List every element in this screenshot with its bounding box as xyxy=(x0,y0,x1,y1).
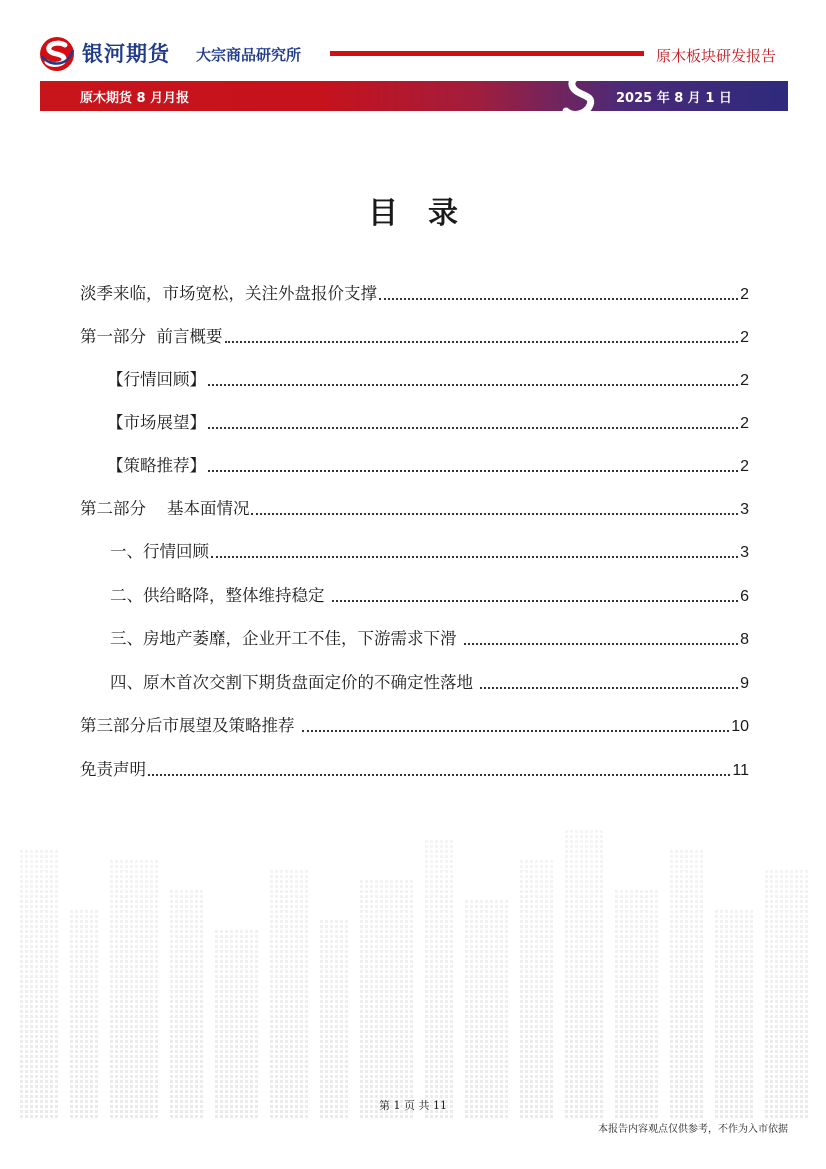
toc-leader-dots xyxy=(302,729,729,732)
toc-entry[interactable] xyxy=(107,452,749,482)
toc-entry-page: 2 xyxy=(740,372,749,389)
report-type: 原木板块研发报告 xyxy=(656,47,777,65)
toc-entry-page: 10 xyxy=(731,718,749,735)
toc-leader-dots xyxy=(379,297,738,300)
toc-entry[interactable] xyxy=(110,625,749,655)
toc-entry-label: 第二部分 基本面情况 xyxy=(80,499,250,518)
toc-leader-dots xyxy=(225,340,739,343)
toc-entry-label: 免责声明 xyxy=(80,760,146,779)
toc-entry-label: 淡季来临，市场宽松，关注外盘报价支撑 xyxy=(80,284,377,303)
city-skyline-watermark xyxy=(0,820,826,1120)
toc-entry-label: 【策略推荐】 xyxy=(107,456,206,475)
toc-entry[interactable] xyxy=(80,323,749,353)
toc-entry-page: 11 xyxy=(732,762,749,779)
toc-entry-label: 【行情回顾】 xyxy=(107,370,206,389)
toc-entry[interactable] xyxy=(80,280,749,310)
toc-entry-label: 二、供给略降，整体维持稳定 xyxy=(110,586,330,605)
toc-entry[interactable] xyxy=(107,409,749,439)
toc-entry[interactable] xyxy=(110,669,749,699)
banner-date: 2025 年 8 月 1 日 xyxy=(616,91,732,106)
toc-entry-label: 四、原木首次交割下期货盘面定价的不确定性落地 xyxy=(110,673,479,692)
page-number: 第 1 页 共 11 xyxy=(379,1099,447,1112)
institute-name: 大宗商品研究所 xyxy=(196,46,302,64)
brand-name: 银河期货 xyxy=(82,42,170,66)
toc-entry-page: 2 xyxy=(740,415,749,432)
banner-title: 原木期货 8 月月报 xyxy=(80,91,190,106)
header-banner xyxy=(40,81,788,111)
toc-entry-label: 【市场展望】 xyxy=(107,413,206,432)
toc-leader-dots xyxy=(332,599,738,602)
toc-leader-dots xyxy=(211,555,738,558)
header-divider xyxy=(330,51,644,56)
toc-entry[interactable] xyxy=(80,756,749,786)
toc-entry-label: 一、行情回顾 xyxy=(110,542,209,561)
toc-entry[interactable] xyxy=(80,495,749,525)
toc-entry[interactable] xyxy=(110,538,749,568)
toc-leader-dots xyxy=(480,686,738,689)
toc-leader-dots xyxy=(208,426,738,429)
toc-leader-dots xyxy=(464,642,738,645)
toc-leader-dots xyxy=(208,469,738,472)
toc-entry-page: 8 xyxy=(740,631,749,648)
toc-entry-page: 9 xyxy=(740,675,749,692)
page-title: 目录 xyxy=(368,196,488,231)
toc-leader-dots xyxy=(251,512,738,515)
toc-entry-page: 2 xyxy=(740,329,749,346)
toc-entry-page: 2 xyxy=(740,458,749,475)
s-swoosh-icon xyxy=(560,71,604,121)
toc-leader-dots xyxy=(208,383,738,386)
galaxy-futures-logo-icon xyxy=(38,36,76,72)
toc-entry-page: 3 xyxy=(740,501,749,518)
toc-entry[interactable] xyxy=(107,366,749,396)
toc-entry-label: 第一部分 前言概要 xyxy=(80,327,223,346)
toc-entry-label: 第三部分后市展望及策略推荐 xyxy=(80,716,300,735)
toc-entry-page: 2 xyxy=(740,286,749,303)
toc-entry[interactable] xyxy=(110,582,749,612)
toc-leader-dots xyxy=(148,773,730,776)
toc-entry-page: 3 xyxy=(740,544,749,561)
disclaimer-note: 本报告内容观点仅供参考，不作为入市依据 xyxy=(598,1124,788,1135)
toc-entry[interactable] xyxy=(80,712,749,742)
toc-entry-label: 三、房地产萎靡，企业开工不佳，下游需求下滑 xyxy=(110,629,462,648)
toc-entry-page: 6 xyxy=(740,588,749,605)
